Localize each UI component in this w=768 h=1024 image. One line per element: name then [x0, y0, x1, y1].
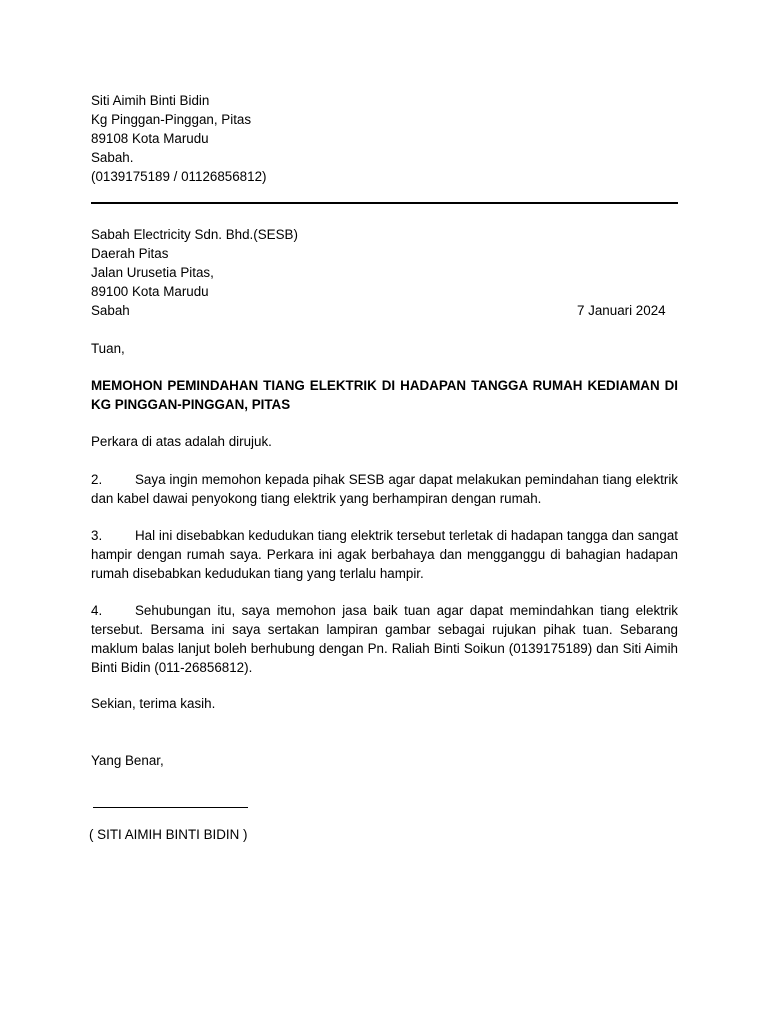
- paragraph-4-number: 4.: [91, 603, 103, 618]
- sender-state: Sabah.: [91, 150, 134, 165]
- paragraph-3-text: Hal ini disebabkan kedudukan tiang elektrik tersebut terletak di hadapan tangga dan sangat hampir dengan rumah saya. Perkara ini agak berbahaya dan mengganggu di bahagian hadapan rumah disebabkan kedudukan tiang yang terlalu hampir.: [91, 528, 678, 581]
- signature-name: ( SITI AIMIH BINTI BIDIN ): [89, 827, 248, 842]
- paragraph-2: [91, 470, 678, 508]
- recipient-line-5: Sabah: [91, 303, 130, 318]
- recipient-line-4: 89100 Kota Marudu: [91, 284, 209, 299]
- paragraph-4-text: Sehubungan itu, saya memohon jasa baik tuan agar dapat memindahkan tiang elektrik tersebut. Bersama ini saya sertakan lampiran gambar sebagai rujukan pihak tuan. Sebarang maklum balas lanjut boleh berhubung dengan Pn. Raliah Binti Soikun (0139175189) dan Siti Aimih Binti Bidin (011-26856812).: [91, 603, 678, 675]
- recipient-name: Sabah Electricity Sdn. Bhd.(SESB): [91, 227, 298, 242]
- paragraph-3: [91, 526, 678, 583]
- header-divider: [91, 202, 678, 204]
- recipient-line-2: Daerah Pitas: [91, 246, 169, 261]
- sign-off: Yang Benar,: [91, 753, 164, 768]
- recipient-line-3: Jalan Urusetia Pitas,: [91, 265, 214, 280]
- paragraph-4: [91, 601, 678, 677]
- sender-name: Siti Aimih Binti Bidin: [91, 93, 210, 108]
- paragraph-3-number: 3.: [91, 528, 103, 543]
- letter-subject: MEMOHON PEMINDAHAN TIANG ELEKTRIK DI HADAPAN TANGGA RUMAH KEDIAMAN DI KG PINGGAN-PINGGAN, PITAS: [91, 378, 678, 412]
- signature-line: [93, 807, 248, 808]
- paragraph-2-number: 2.: [91, 472, 103, 487]
- sender-phone: (0139175189 / 01126856812): [91, 169, 267, 184]
- sender-address-line-1: Kg Pinggan-Pinggan, Pitas: [91, 112, 252, 127]
- closing-line: Sekian, terima kasih.: [91, 696, 216, 711]
- sender-address-line-2: 89108 Kota Marudu: [91, 131, 209, 146]
- reference-paragraph: Perkara di atas adalah dirujuk.: [91, 434, 272, 449]
- sender-address: [91, 91, 678, 186]
- paragraph-2-text: Saya ingin memohon kepada pihak SESB agar dapat melakukan pemindahan tiang elektrik dan kabel dawai penyokong tiang elektrik yang berhampiran dengan rumah.: [91, 472, 678, 506]
- salutation: Tuan,: [91, 341, 125, 356]
- letter-date: 7 Januari 2024: [577, 303, 666, 318]
